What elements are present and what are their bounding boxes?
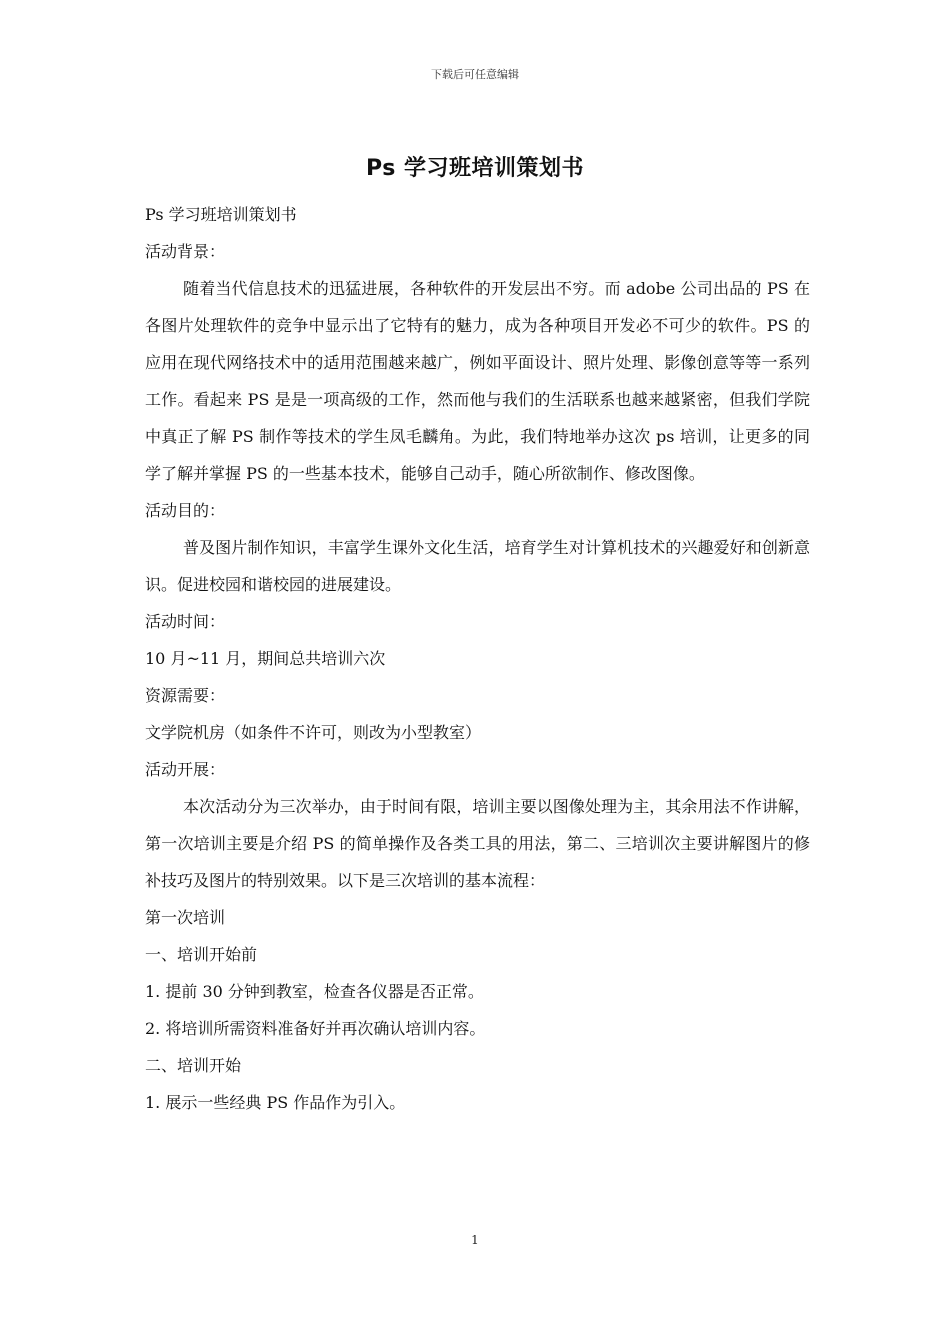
page-number: 1 xyxy=(471,1233,479,1247)
background-heading: 活动背景： xyxy=(145,242,226,261)
document-body xyxy=(145,196,810,1121)
time-paragraph: 10 月~11 月，期间总共培训六次 xyxy=(145,649,386,668)
purpose-paragraph: 普及图片制作知识，丰富学生课外文化生活，培育学生对计算机技术的兴趣爱好和创新意识。促进校园和谐校园的进展建设。 xyxy=(145,538,810,594)
resource-paragraph: 文学院机房（如条件不许可，则改为小型教室） xyxy=(145,723,482,742)
first-training-heading: 第一次培训 xyxy=(145,908,226,927)
before-training-item: 2. 将培训所需资料准备好并再次确认培训内容。 xyxy=(145,1019,486,1038)
before-training-item: 1. 提前 30 分钟到教室，检查各仪器是否正常。 xyxy=(145,982,484,1001)
resource-heading: 资源需要： xyxy=(145,686,226,705)
start-training-heading: 二、培训开始 xyxy=(145,1056,242,1075)
before-training-heading: 一、培训开始前 xyxy=(145,945,258,964)
document-title: Ps 学习班培训策划书 xyxy=(366,156,584,181)
process-heading: 活动开展： xyxy=(145,760,226,779)
time-heading: 活动时间： xyxy=(145,612,226,631)
start-training-item: 1. 展示一些经典 PS 作品作为引入。 xyxy=(145,1093,406,1112)
process-paragraph: 本次活动分为三次举办，由于时间有限，培训主要以图像处理为主，其余用法不作讲解，第一次培训主要是介绍 PS 的简单操作及各类工具的用法，第二、三培训次主要讲解图片的修补技巧及图片的特别效果。以下是三次培训的基本流程： xyxy=(145,797,810,890)
purpose-heading: 活动目的： xyxy=(145,501,226,520)
document-subtitle: Ps 学习班培训策划书 xyxy=(145,205,297,224)
background-paragraph: 随着当代信息技术的迅猛进展，各种软件的开发层出不穷。而 adobe 公司出品的 PS 在各图片处理软件的竞争中显示出了它特有的魅力，成为各种项目开发必不可少的软件。PS 的应用在现代网络技术中的适用范围越来越广，例如平面设计、照片处理、影像创意等等一系列工作。看起来 PS 是是一项高级的工作，然而他与我们的生活联系也越来越紧密，但我们学院中真正了解 PS 制作等技术的学生凤毛麟角。为此，我们特地举办这次 ps 培训，让更多的同学了解并掌握 PS 的一些基本技术，能够自己动手，随心所欲制作、修改图像。 xyxy=(145,279,810,483)
header-note: 下载后可任意编辑 xyxy=(431,68,519,81)
